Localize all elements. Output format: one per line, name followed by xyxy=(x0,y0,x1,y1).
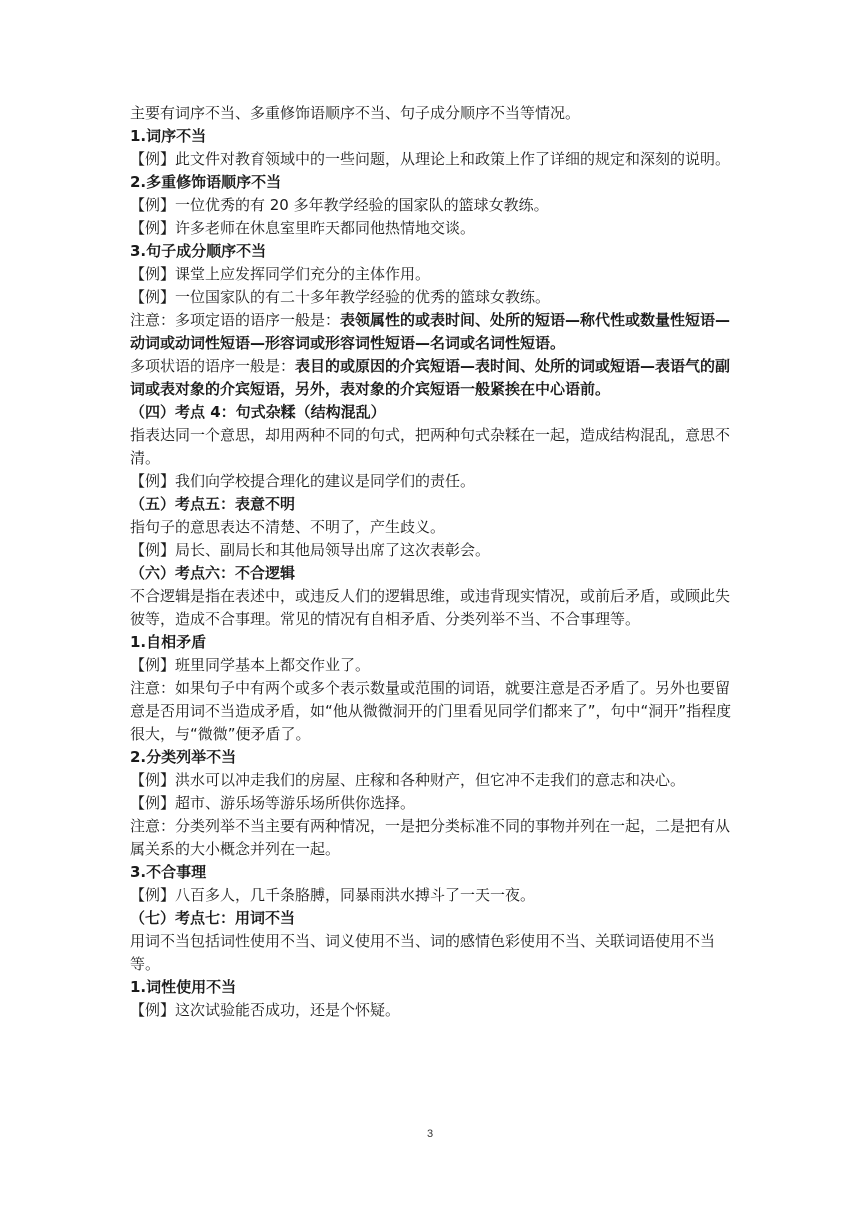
example-text: 【例】我们向学校提合理化的建议是同学们的责任。 xyxy=(130,472,476,490)
note-text: 注意：如果句子中有两个或多个表示数量或范围的词语，就要注意是否矛盾了。另外也要留意是否用词不当造成矛盾，如“他从微微洞开的门里看见同学们都来了”，句中“洞开”指程度很大，与“微微”便矛盾了。 xyxy=(130,679,732,743)
note-label: 多项状语的语序一般是： xyxy=(130,357,296,375)
example-text: 【例】八百多人，几千条胳膊，同暴雨洪水搏斗了一天一夜。 xyxy=(130,886,536,904)
note-label: 注意：多项定语的语序一般是： xyxy=(130,311,341,329)
section-title-improper-listing: 2.分类列举不当 xyxy=(130,748,237,766)
topic-description: 用词不当包括词性使用不当、词义使用不当、词的感情色彩使用不当、关联词语使用不当等。 xyxy=(130,932,716,973)
section-title-unreasonable: 3.不合事理 xyxy=(130,863,207,881)
example-text: 【例】这次试验能否成功，还是个怀疑。 xyxy=(130,1001,401,1019)
example-text: 【例】局长、副局长和其他局领导出席了这次表彰会。 xyxy=(130,541,491,559)
example-text: 【例】班里同学基本上都交作业了。 xyxy=(130,656,371,674)
section-title-self-contradiction: 1.自相矛盾 xyxy=(130,633,207,651)
section-title-component-order: 3.句子成分顺序不当 xyxy=(130,242,267,260)
topic-title-unclear-meaning: （五）考点五：表意不明 xyxy=(130,495,296,513)
example-text: 【例】超市、游乐场等游乐场所供你选择。 xyxy=(130,794,416,812)
note-adverbial-order xyxy=(130,355,732,401)
example-text: 【例】洪水可以冲走我们的房屋、庄稼和各种财产，但它冲不走我们的意志和决心。 xyxy=(130,771,686,789)
topic-title-improper-word-use: （七）考点七：用词不当 xyxy=(130,909,296,927)
note-emphasis: 表目的或原因的介宾短语—表时间、处所的词或短语—表语气的副词或表对象的介宾短语，另外，表对象的介宾短语一般紧挨在中心语前。 xyxy=(130,357,731,398)
section-title-part-of-speech: 1.词性使用不当 xyxy=(130,978,237,996)
note-text: 注意：分类列举不当主要有两种情况，一是把分类标准不同的事物并列在一起，二是把有从属关系的大小概念并列在一起。 xyxy=(130,817,731,858)
section-title-word-order: 1.词序不当 xyxy=(130,127,207,145)
example-text: 【例】此文件对教育领域中的一些问题，从理论上和政策上作了详细的规定和深刻的说明。 xyxy=(130,150,731,168)
example-text: 【例】课堂上应发挥同学们充分的主体作用。 xyxy=(130,265,431,283)
topic-description: 不合逻辑是指在表述中，或违反人们的逻辑思维，或违背现实情况，或前后矛盾，或顾此失彼等，造成不合事理。常见的情况有自相矛盾、分类列举不当、不合事理等。 xyxy=(130,587,731,628)
topic-title-mixed-structure: （四）考点 4：句式杂糅（结构混乱） xyxy=(130,403,386,421)
example-text: 【例】一位优秀的有 20 多年教学经验的国家队的篮球女教练。 xyxy=(130,196,549,214)
topic-title-illogical: （六）考点六：不合逻辑 xyxy=(130,564,296,582)
intro-text: 主要有词序不当、多重修饰语顺序不当、句子成分顺序不当等情况。 xyxy=(130,104,581,122)
document-page xyxy=(130,102,732,1022)
section-title-modifier-order: 2.多重修饰语顺序不当 xyxy=(130,173,282,191)
topic-description: 指句子的意思表达不清楚、不明了，产生歧义。 xyxy=(130,518,446,536)
topic-description: 指表达同一个意思，却用两种不同的句式，把两种句式杂糅在一起，造成结构混乱，意思不清。 xyxy=(130,426,731,467)
note-emphasis: 表领属性的或表时间、处所的短语—称代性或数量性短语—动词或动词性短语—形容词或形容词性短语—名词或名词性短语。 xyxy=(130,311,731,352)
example-text: 【例】一位国家队的有二十多年教学经验的优秀的篮球女教练。 xyxy=(130,288,551,306)
page-number: 3 xyxy=(426,1128,434,1140)
example-text: 【例】许多老师在休息室里昨天都同他热情地交谈。 xyxy=(130,219,476,237)
note-attributive-order xyxy=(130,309,732,355)
